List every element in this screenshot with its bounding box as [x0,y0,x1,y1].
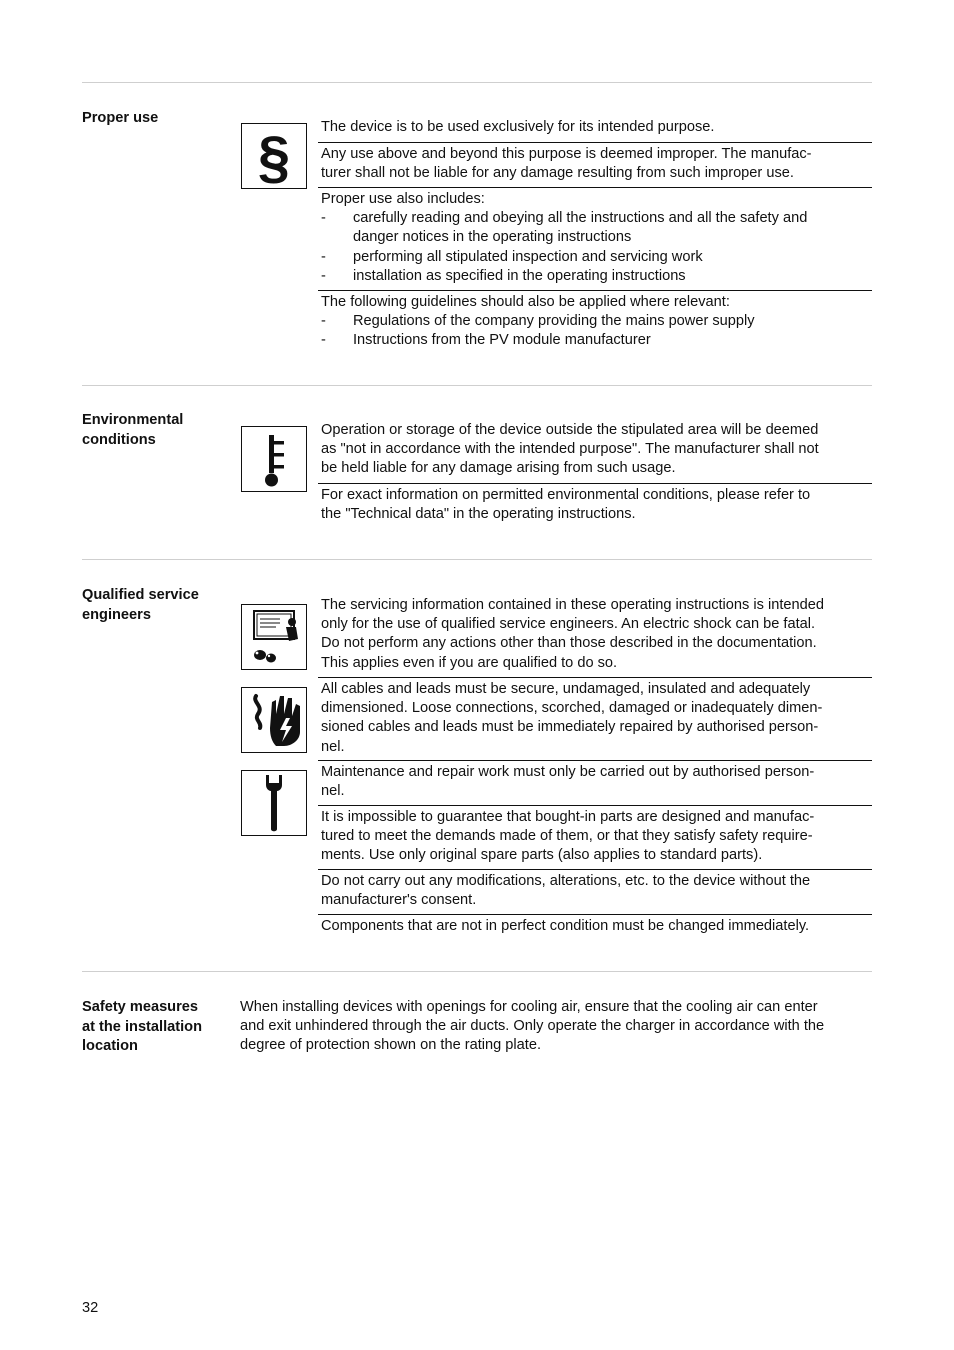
heading-qualified-service-engineers: Qualified service engineers [82,587,199,623]
section-sign-icon [241,123,307,189]
page-number: 32 [82,1300,99,1316]
list-item: - installation as specified in the operating instructions [321,267,686,284]
environmental-p2: For exact information on permitted environmental conditions, please refer to the "Technical data" in the operating instructions. [318,483,872,524]
list-item: - performing all stipulated inspection and servicing work [321,248,703,265]
qualified-p5: Do not carry out any modifications, alterations, etc. to the device without the manufacturer's consent. [318,869,872,910]
proper-use-p4: The following guidelines should also be applied where relevant: - Regulations of the company providing the mains power supply - Instructions from the PV module manufacturer [318,290,872,351]
heading-proper-use: Proper use [82,110,159,126]
wrench-icon [241,770,307,836]
section-divider-environmental [82,385,872,386]
environmental-p1: Operation or storage of the device outside the stipulated area will be deemed as "not in accordance with the intended purpose". The manufacturer shall not be held liable for any damage arising from such usage. [321,422,819,477]
section-divider-top [82,82,872,83]
electric-shock-hand-icon [241,687,307,753]
list-item-continuation: danger notices in the operating instructions [353,229,632,246]
proper-use-p1: The device is to be used exclusively for its intended purpose. [321,119,715,135]
svg-text:§: § [257,125,291,188]
qualified-p3: Maintenance and repair work must only be carried out by authorised person- nel. [318,760,872,801]
heading-environmental-conditions: Environmental conditions [82,412,184,448]
thermometer-icon [241,426,307,492]
proper-use-p2: Any use above and beyond this purpose is deemed improper. The manufac- turer shall not be liable for any damage resulting from such improper use. [318,142,872,183]
list-item: - Instructions from the PV module manufacturer [321,332,651,349]
qualified-p1: The servicing information contained in these operating instructions is intended only for the use of qualified service engineers. An electric shock can be fatal. Do not perform any actions other than those described in the documentation. This applies even if you are qualified to do so. [321,597,824,671]
proper-use-p3: Proper use also includes: - carefully reading and obeying all the instructions and all the safety and danger notices in the operating instructions - performing all stipulated inspection and servicing work - installation as specified in the operating instructions [318,187,872,286]
section-divider-qualified [82,559,872,560]
safety-measures-paragraph: When installing devices with openings for cooling air, ensure that the cooling air can enter and exit unhindered through the air ducts. Only operate the charger in accordance with the degree of protection shown on the rating plate. [240,999,825,1054]
list-item: - carefully reading and obeying all the instructions and all the safety and [321,210,808,227]
qualified-p4: It is impossible to guarantee that bought-in parts are designed and manufac- tured to meet the demands made of them, or that they satisfy safety require- ments. Use only original spare parts (also applies to standard parts). [318,805,872,866]
read-instructions-icon [241,604,307,670]
qualified-p2: All cables and leads must be secure, undamaged, insulated and adequately dimensioned. Loose connections, scorched, damaged or inadequately dimen- sioned cables and leads must be immediately repaired by authorised person- nel. [318,677,872,757]
heading-safety-measures: Safety measures at the installation location [82,999,203,1055]
list-item: - Regulations of the company providing the mains power supply [321,313,755,330]
section-divider-safety [82,971,872,972]
qualified-p6: Components that are not in perfect condition must be changed immediately. [318,914,872,936]
